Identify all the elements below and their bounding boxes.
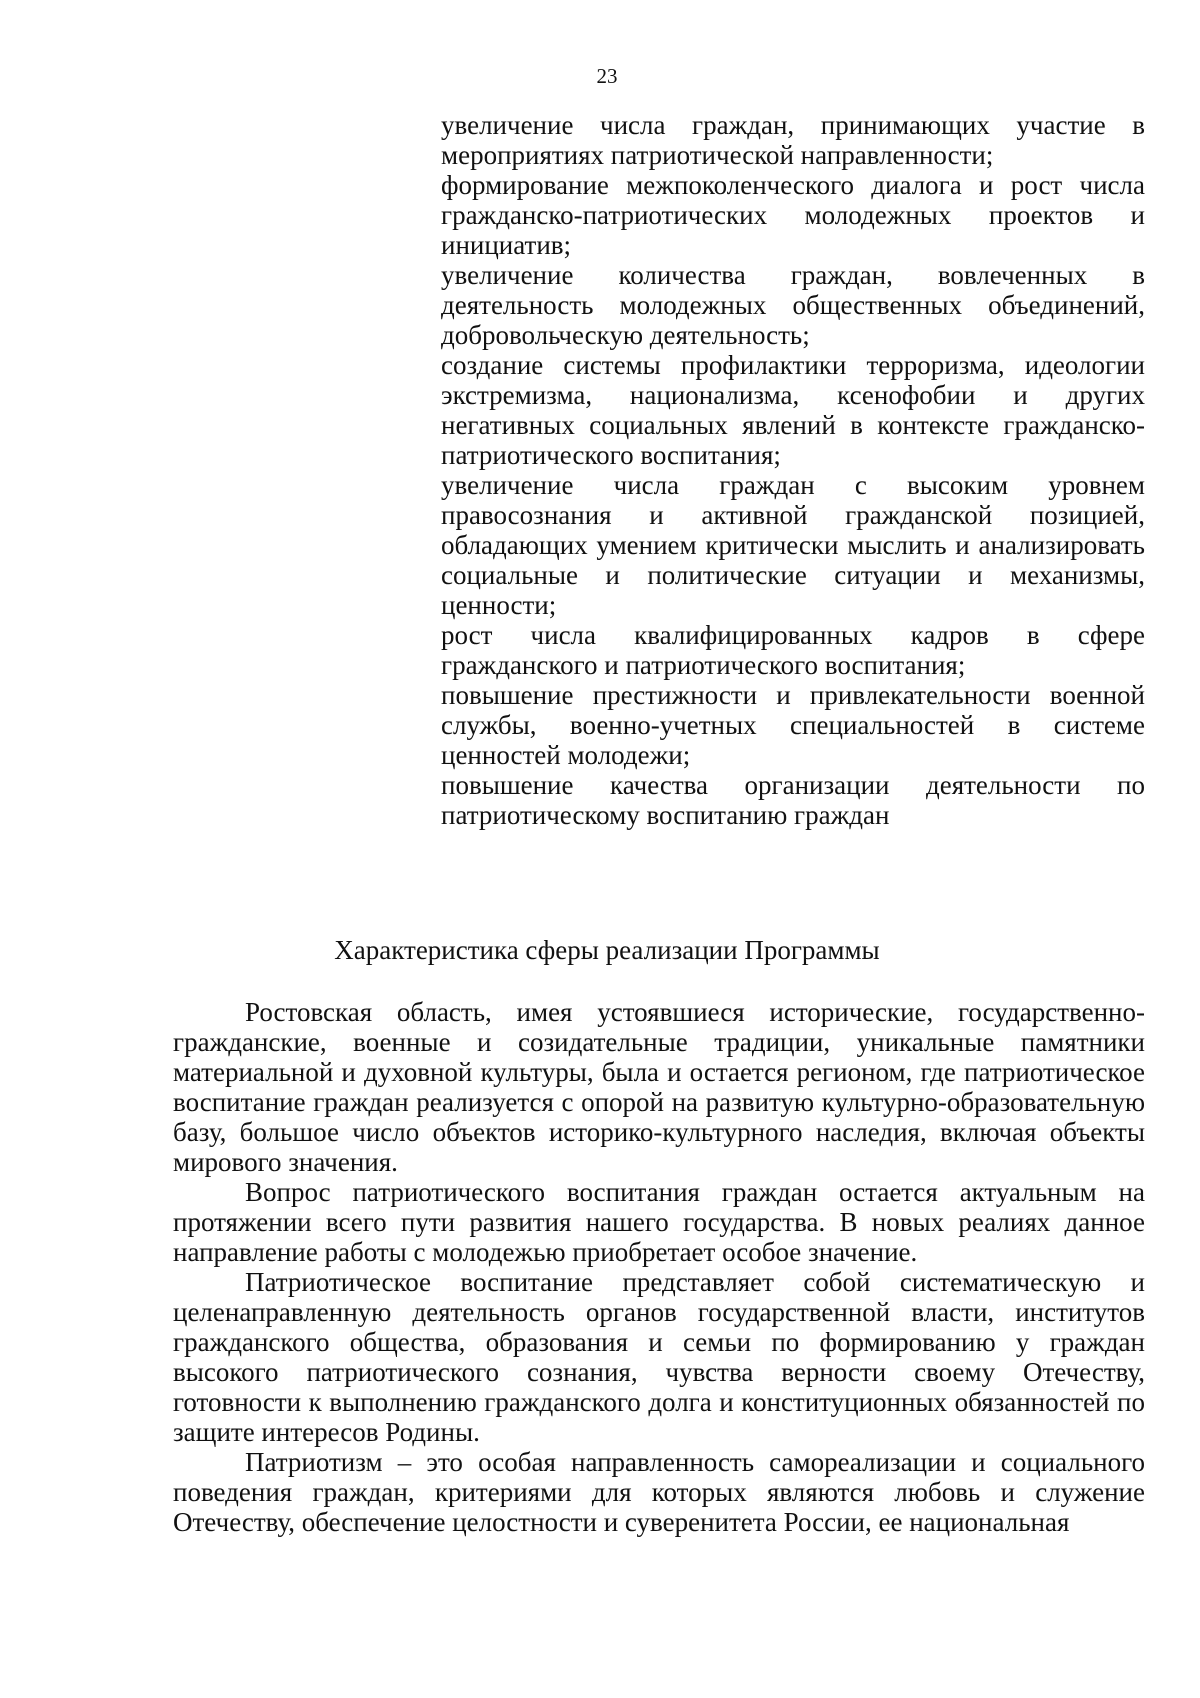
goals-list (441, 110, 1145, 830)
list-item: увеличение количества граждан, вовлеченных в деятельность молодежных общественных объединений, добровольческую деятельность; (441, 260, 1145, 350)
paragraph: Ростовская область, имея устоявшиеся исторические, государственно-гражданские, военные и созидательные традиции, уникальные памятники материальной и духовной культуры, была и остается регионом, где патриотическое воспитание граждан реализуется с опорой на развитую культурно-образовательную базу, большое число объектов историко-культурного наследия, включая объекты мирового значения. (173, 997, 1145, 1177)
paragraph: Патриотическое воспитание представляет собой систематическую и целенаправленную деятельность органов государственной власти, институтов гражданского общества, образования и семьи по формированию у граждан высокого патриотического сознания, чувства верности своему Отечеству, готовности к выполнению гражданского долга и конституционных обязанностей по защите интересов Родины. (173, 1267, 1145, 1447)
section-heading: Характеристика сферы реализации Программы (334, 935, 880, 965)
list-item: рост числа квалифицированных кадров в сфере гражданского и патриотического воспитания; (441, 620, 1145, 680)
paragraph: Вопрос патриотического воспитания граждан остается актуальным на протяжении всего пути развития нашего государства. В новых реалиях данное направление работы с молодежью приобретает особое значение. (173, 1177, 1145, 1267)
list-item: повышение качества организации деятельности по патриотическому воспитанию граждан (441, 770, 1145, 830)
list-item: повышение престижности и привлекательности военной службы, военно-учетных специальностей в системе ценностей молодежи; (441, 680, 1145, 770)
list-item: увеличение числа граждан с высоким уровнем правосознания и активной гражданской позицией, обладающих умением критически мыслить и анализировать социальные и политические ситуации и механизмы, ценности; (441, 470, 1145, 620)
list-item: создание системы профилактики терроризма, идеологии экстремизма, национализма, ксенофобии и других негативных социальных явлений в контексте гражданско-патриотического воспитания; (441, 350, 1145, 470)
list-item: увеличение числа граждан, принимающих участие в мероприятиях патриотической направленности; (441, 110, 1145, 170)
paragraph: Патриотизм – это особая направленность самореализации и социального поведения граждан, критериями для которых являются любовь и служение Отечеству, обеспечение целостности и суверенитета России, ее национальная (173, 1447, 1145, 1537)
body-text (173, 997, 1145, 1537)
list-item: формирование межпоколенческого диалога и рост числа гражданско-патриотических молодежных проектов и инициатив; (441, 170, 1145, 260)
page-number: 23 (596, 64, 618, 88)
